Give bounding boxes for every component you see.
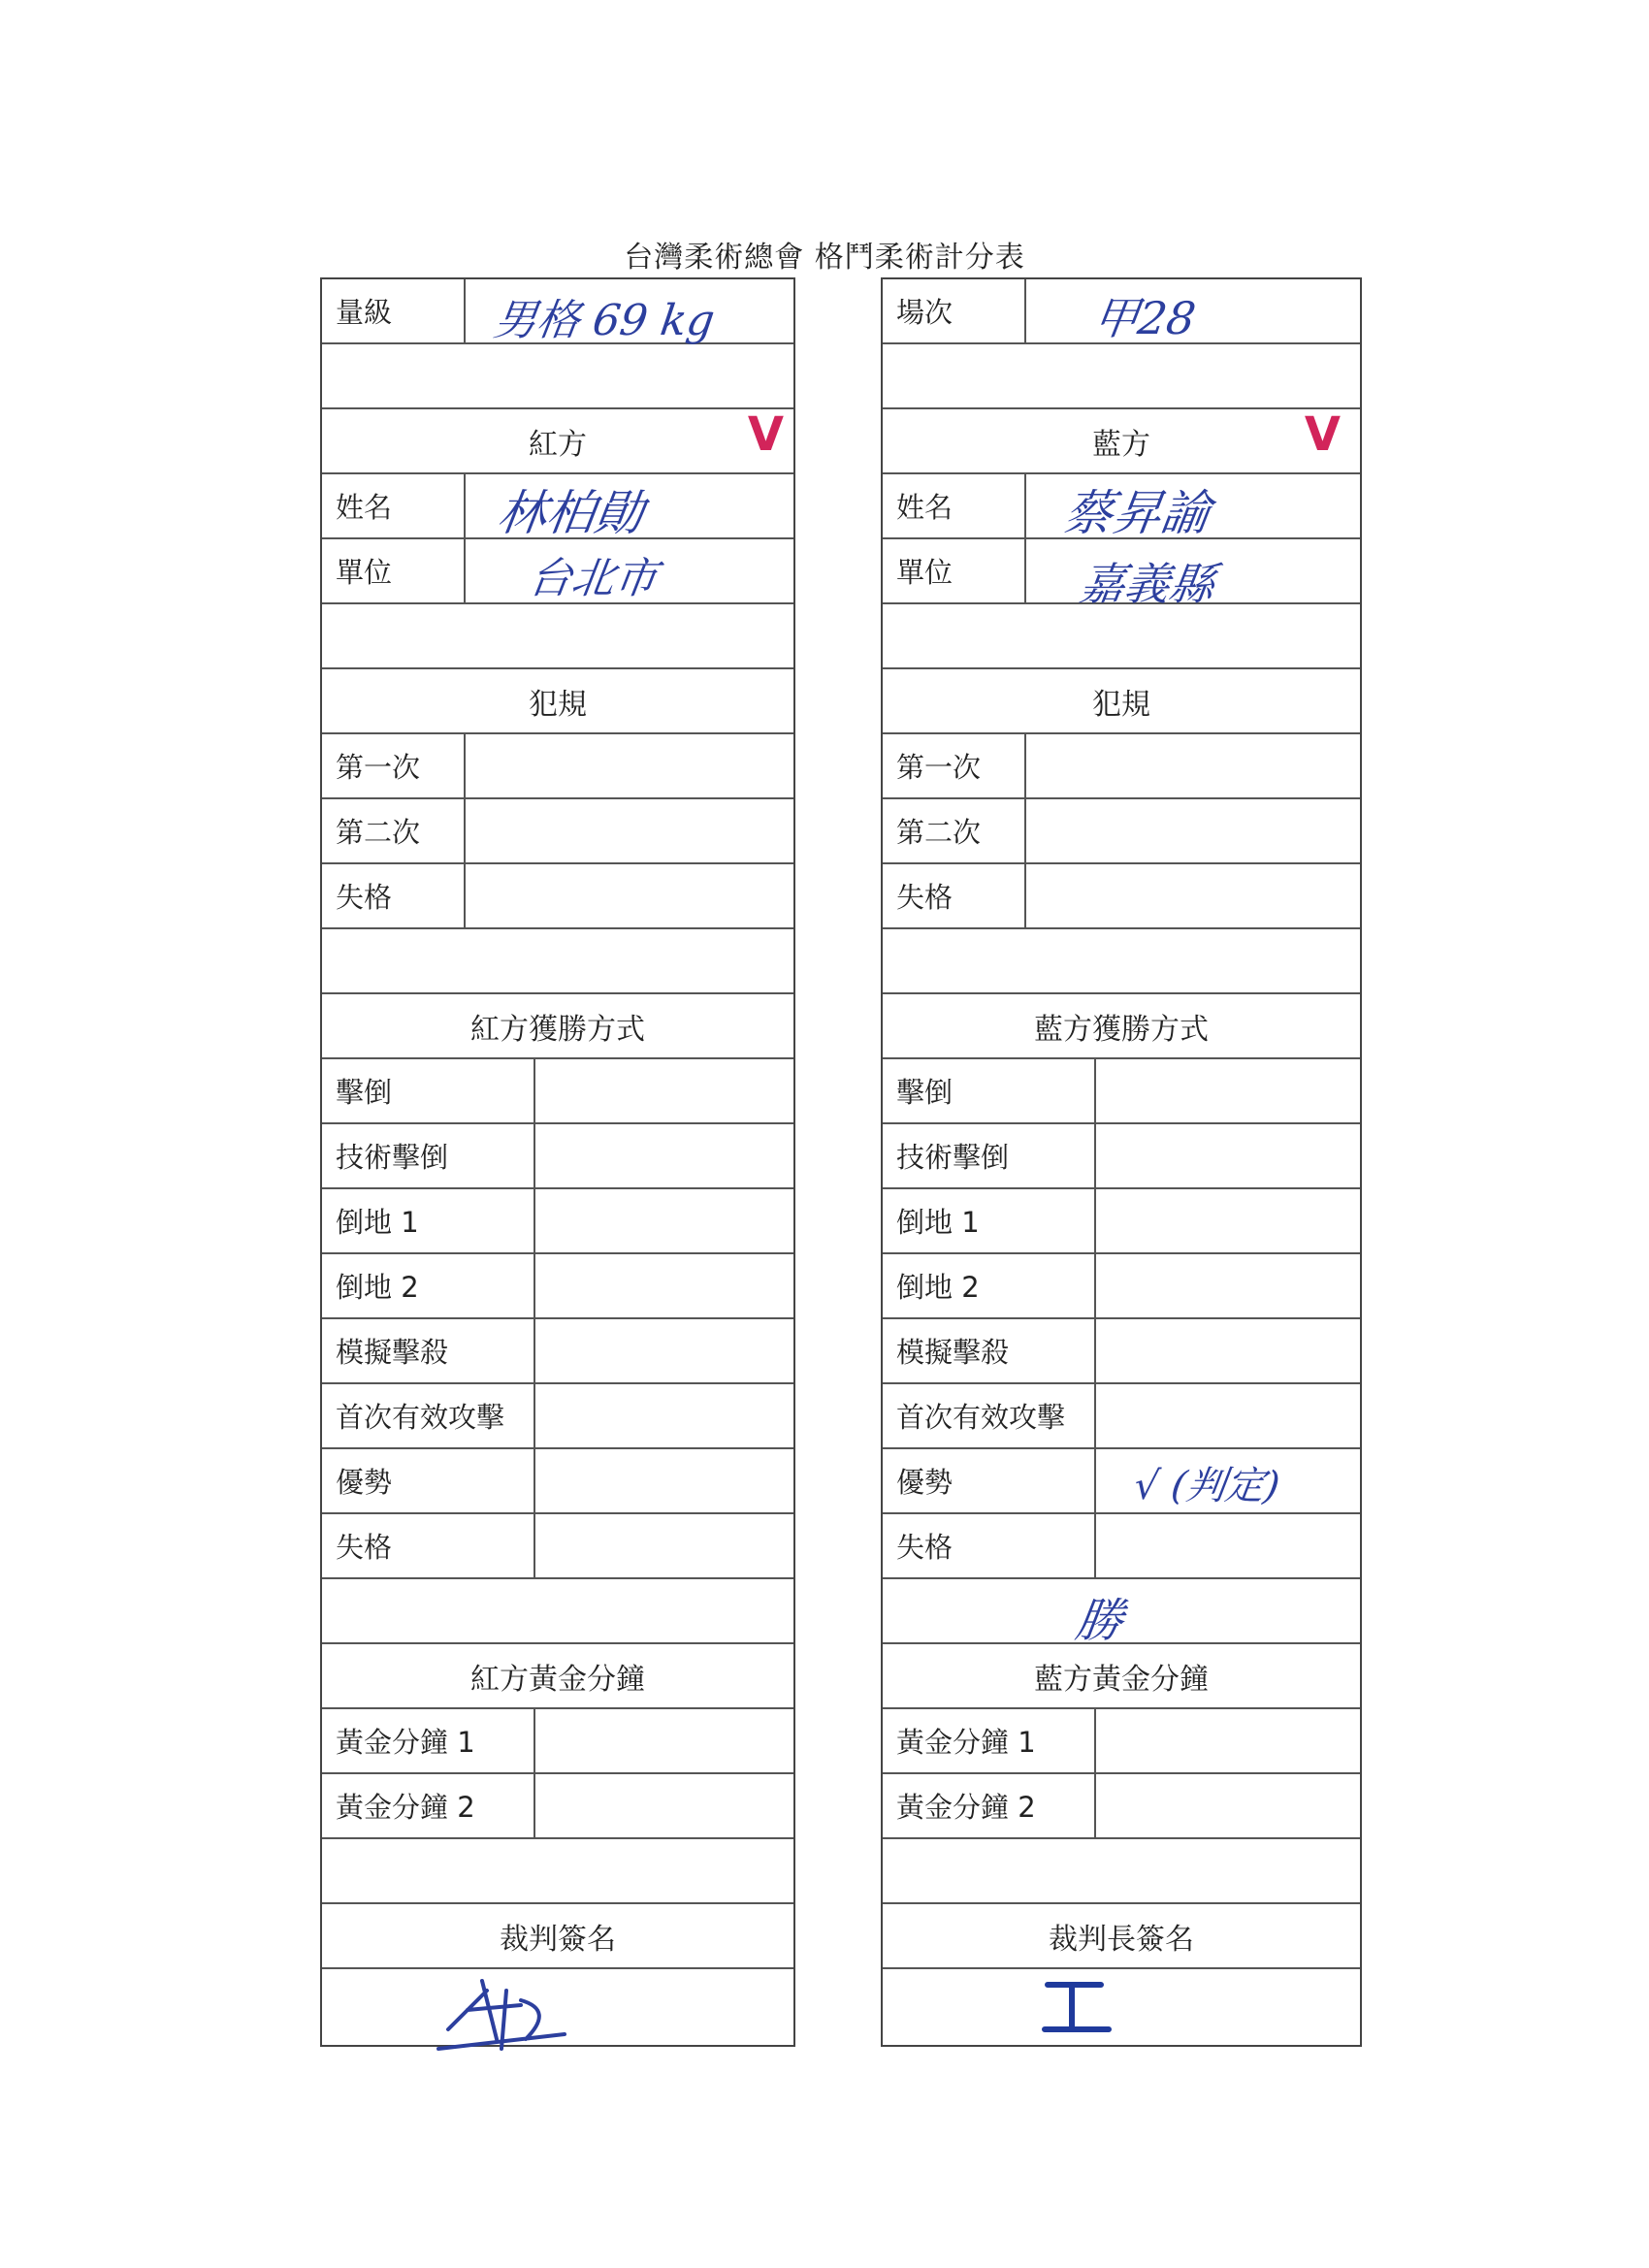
- blue-tko-row: [883, 1124, 1360, 1189]
- blue-adv-row: [883, 1449, 1360, 1514]
- golden-2-label: 黃金分鐘 2: [322, 1774, 535, 1837]
- blue-foul-2-row: [883, 799, 1360, 864]
- blue-winner-check: V: [1304, 407, 1341, 462]
- red-tko-row: [322, 1124, 793, 1189]
- blue-unit-row: [883, 539, 1360, 610]
- referee-signature-field[interactable]: [322, 1969, 793, 2037]
- blue-win-note: 勝: [1072, 1594, 1127, 1648]
- blue-adv-field[interactable]: [1096, 1449, 1360, 1512]
- first-attack-label: 首次有效攻擊: [883, 1384, 1096, 1447]
- red-unit-field[interactable]: [466, 539, 793, 602]
- name-label: 姓名: [322, 474, 466, 537]
- red-golden-2-field[interactable]: [535, 1774, 793, 1837]
- red-corner-header: [322, 409, 793, 474]
- red-sim-row: [322, 1319, 793, 1384]
- advantage-label: 優勢: [322, 1449, 535, 1512]
- red-fouls-header: 犯規: [322, 669, 793, 734]
- red-win-method-header: 紅方獲勝方式: [322, 994, 793, 1059]
- blue-ko-row: [883, 1059, 1360, 1124]
- blue-first-field[interactable]: [1096, 1384, 1360, 1447]
- blue-win-dq-row: [883, 1514, 1360, 1579]
- blue-golden-header: 藍方黃金分鐘: [883, 1644, 1360, 1709]
- red-adv-row: [322, 1449, 793, 1514]
- blank-row: [322, 1579, 793, 1644]
- red-down1-field[interactable]: [535, 1189, 793, 1252]
- blue-down2-field[interactable]: [1096, 1254, 1360, 1317]
- first-attack-label: 首次有效攻擊: [322, 1384, 535, 1447]
- blue-tko-field[interactable]: [1096, 1124, 1360, 1187]
- red-ko-field[interactable]: [535, 1059, 793, 1122]
- red-sim-field[interactable]: [535, 1319, 793, 1382]
- unit-label: 單位: [883, 539, 1026, 602]
- sim-label: 模擬擊殺: [883, 1319, 1096, 1382]
- blue-ko-field[interactable]: [1096, 1059, 1360, 1122]
- blue-foul-2-field[interactable]: [1026, 799, 1360, 862]
- red-golden-2-row: [322, 1774, 793, 1839]
- blue-unit-value: 嘉義縣: [1076, 558, 1218, 610]
- blank-row: [322, 344, 793, 409]
- match-number-field[interactable]: [1026, 279, 1360, 342]
- blank-row: [322, 604, 793, 669]
- foul-2-label: 第二次: [322, 799, 466, 862]
- page-title: 台灣柔術總會 格鬥柔術計分表: [624, 241, 1025, 275]
- blue-first-row: [883, 1384, 1360, 1449]
- ko-label: 擊倒: [883, 1059, 1096, 1122]
- tko-label: 技術擊倒: [883, 1124, 1096, 1187]
- red-foul-1-field[interactable]: [466, 734, 793, 797]
- match-number-row: [883, 279, 1360, 344]
- blue-golden-1-row: [883, 1709, 1360, 1774]
- weight-class-field[interactable]: [466, 279, 793, 345]
- blue-foul-1-field[interactable]: [1026, 734, 1360, 797]
- blue-foul-1-row: [883, 734, 1360, 799]
- blank-row: [322, 929, 793, 994]
- red-win-dq-row: [322, 1514, 793, 1579]
- blank-row: [883, 604, 1360, 669]
- down1-label: 倒地 1: [883, 1189, 1096, 1252]
- win-dq-label: 失格: [883, 1514, 1096, 1577]
- foul-dq-label: 失格: [883, 864, 1026, 927]
- blue-corner-label: 藍方: [1092, 427, 1150, 462]
- blue-unit-field[interactable]: [1026, 539, 1360, 610]
- ko-label: 擊倒: [322, 1059, 535, 1122]
- blue-corner-column: [881, 277, 1362, 2047]
- win-dq-label: 失格: [322, 1514, 535, 1577]
- referee-signature: [429, 1961, 574, 2058]
- blue-corner-header: [883, 409, 1360, 474]
- blue-win-note-row: [883, 1579, 1360, 1648]
- blank-row: [883, 344, 1360, 409]
- red-corner-column: [320, 277, 795, 2047]
- red-name-field[interactable]: [466, 474, 793, 541]
- foul-1-label: 第一次: [322, 734, 466, 797]
- golden-1-label: 黃金分鐘 1: [322, 1709, 535, 1772]
- blue-name-value: 蔡昇諭: [1060, 485, 1214, 541]
- golden-2-label: 黃金分鐘 2: [883, 1774, 1096, 1837]
- sim-label: 模擬擊殺: [322, 1319, 535, 1382]
- red-adv-field[interactable]: [535, 1449, 793, 1512]
- red-down2-field[interactable]: [535, 1254, 793, 1317]
- blue-foul-dq-field[interactable]: [1026, 864, 1360, 927]
- down2-label: 倒地 2: [883, 1254, 1096, 1317]
- unit-label: 單位: [322, 539, 466, 602]
- red-foul-dq-row: [322, 864, 793, 929]
- match-number-label: 場次: [883, 279, 1026, 342]
- red-winner-check: V: [747, 407, 784, 462]
- blue-win-dq-field[interactable]: [1096, 1514, 1360, 1577]
- blue-name-field[interactable]: [1026, 474, 1360, 541]
- down1-label: 倒地 1: [322, 1189, 535, 1252]
- red-down1-row: [322, 1189, 793, 1254]
- weight-class-value: 男格 69 kg: [490, 296, 718, 345]
- referee-sign-header: 裁判簽名: [322, 1904, 793, 1969]
- red-first-field[interactable]: [535, 1384, 793, 1447]
- blue-golden-1-field[interactable]: [1096, 1709, 1360, 1772]
- head-referee-sign-header: 裁判長簽名: [883, 1904, 1360, 1969]
- head-referee-signature-field[interactable]: [883, 1969, 1360, 2037]
- head-referee-signature: [1033, 1973, 1120, 2041]
- red-foul-dq-field[interactable]: [466, 864, 793, 927]
- red-golden-1-row: [322, 1709, 793, 1774]
- red-foul-2-field[interactable]: [466, 799, 793, 862]
- red-foul-2-row: [322, 799, 793, 864]
- advantage-label: 優勢: [883, 1449, 1096, 1512]
- blue-down1-row: [883, 1189, 1360, 1254]
- blue-adv-value: √ (判定): [1131, 1464, 1283, 1508]
- golden-1-label: 黃金分鐘 1: [883, 1709, 1096, 1772]
- foul-dq-label: 失格: [322, 864, 466, 927]
- weight-class-label: 量級: [322, 279, 466, 342]
- red-golden-1-field[interactable]: [535, 1709, 793, 1772]
- red-golden-header: 紅方黃金分鐘: [322, 1644, 793, 1709]
- tko-label: 技術擊倒: [322, 1124, 535, 1187]
- red-corner-label: 紅方: [529, 427, 587, 462]
- foul-2-label: 第二次: [883, 799, 1026, 862]
- blue-golden-2-field[interactable]: [1096, 1774, 1360, 1837]
- blank-row: [883, 929, 1360, 994]
- blue-name-row: [883, 474, 1360, 539]
- blank-row: [883, 1839, 1360, 1904]
- red-name-row: [322, 474, 793, 539]
- blue-foul-dq-row: [883, 864, 1360, 929]
- red-unit-value: 台北市: [525, 554, 661, 603]
- blue-win-method-header: 藍方獲勝方式: [883, 994, 1360, 1059]
- blue-golden-2-row: [883, 1774, 1360, 1839]
- red-ko-row: [322, 1059, 793, 1124]
- blue-down1-field[interactable]: [1096, 1189, 1360, 1252]
- down2-label: 倒地 2: [322, 1254, 535, 1317]
- red-tko-field[interactable]: [535, 1124, 793, 1187]
- red-win-dq-field[interactable]: [535, 1514, 793, 1577]
- blue-fouls-header: 犯規: [883, 669, 1360, 734]
- red-first-row: [322, 1384, 793, 1449]
- red-foul-1-row: [322, 734, 793, 799]
- weight-class-row: [322, 279, 793, 344]
- red-name-value: 林柏勛: [494, 485, 648, 541]
- name-label: 姓名: [883, 474, 1026, 537]
- blue-sim-field[interactable]: [1096, 1319, 1360, 1382]
- blank-row: [322, 1839, 793, 1904]
- match-number-value: 甲28: [1089, 292, 1199, 344]
- foul-1-label: 第一次: [883, 734, 1026, 797]
- red-down2-row: [322, 1254, 793, 1319]
- blue-sim-row: [883, 1319, 1360, 1384]
- blue-down2-row: [883, 1254, 1360, 1319]
- red-unit-row: [322, 539, 793, 604]
